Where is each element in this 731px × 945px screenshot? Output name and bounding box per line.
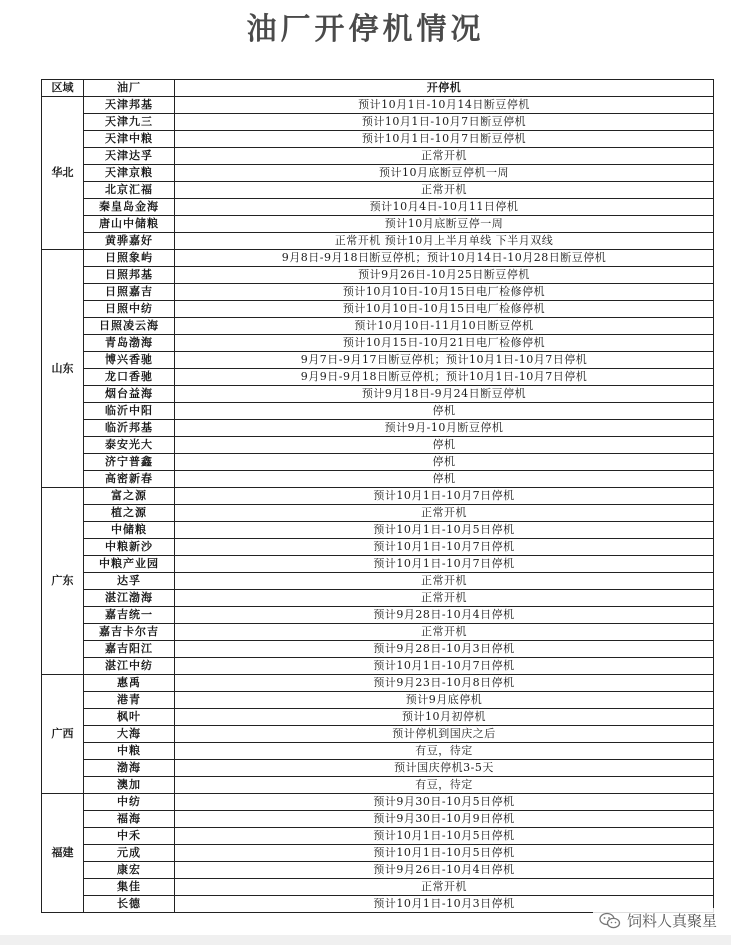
table-row — [42, 522, 714, 539]
table-row — [42, 386, 714, 403]
plant-cell: 青岛渤海 — [84, 335, 175, 352]
table-row — [42, 658, 714, 675]
plant-cell: 日照中纺 — [84, 301, 175, 318]
plant-cell: 北京汇福 — [84, 182, 175, 199]
plant-status-table — [41, 79, 714, 913]
plant-cell: 植之源 — [84, 505, 175, 522]
status-cell: 预计10月1日-10月7日停机 — [175, 539, 714, 556]
table-row — [42, 199, 714, 216]
watermark-text: 饲料人真聚星 — [626, 912, 717, 930]
status-cell: 预计10月1日-10月14日断豆停机 — [175, 97, 714, 114]
plant-cell: 日照嘉吉 — [84, 284, 175, 301]
status-cell: 停机 — [175, 437, 714, 454]
plant-cell: 元成 — [84, 845, 175, 862]
table-row — [42, 182, 714, 199]
table-row — [42, 335, 714, 352]
header-region: 区域 — [42, 80, 84, 97]
plant-cell: 中粮新沙 — [84, 539, 175, 556]
status-cell: 预计10月1日-10月3日停机 — [175, 896, 714, 913]
status-cell: 预计9月30日-10月9日停机 — [175, 811, 714, 828]
status-cell: 预计10月10日-11月10日断豆停机 — [175, 318, 714, 335]
table-row — [42, 352, 714, 369]
plant-cell: 临沂中阳 — [84, 403, 175, 420]
plant-cell: 临沂邦基 — [84, 420, 175, 437]
status-cell: 预计10月1日-10月7日停机 — [175, 658, 714, 675]
plant-cell: 富之源 — [84, 488, 175, 505]
table-row — [42, 760, 714, 777]
plant-cell: 济宁普鑫 — [84, 454, 175, 471]
plant-cell: 中粮产业园 — [84, 556, 175, 573]
status-cell: 预计停机到国庆之后 — [175, 726, 714, 743]
plant-cell: 嘉吉统一 — [84, 607, 175, 624]
plant-cell: 博兴香驰 — [84, 352, 175, 369]
table-row — [42, 879, 714, 896]
plant-cell: 长德 — [84, 896, 175, 913]
plant-cell: 嘉吉阳江 — [84, 641, 175, 658]
header-status: 开停机 — [175, 80, 714, 97]
plant-cell: 烟台益海 — [84, 386, 175, 403]
header-plant: 油厂 — [84, 80, 175, 97]
table-row — [42, 437, 714, 454]
table-row — [42, 233, 714, 250]
status-cell: 预计10月10日-10月15日电厂检修停机 — [175, 284, 714, 301]
status-cell: 预计9月26日-10月4日停机 — [175, 862, 714, 879]
status-cell: 预计10月1日-10月5日停机 — [175, 845, 714, 862]
status-cell: 预计国庆停机3-5天 — [175, 760, 714, 777]
watermark — [593, 908, 723, 933]
status-cell: 预计10月底断豆停一周 — [175, 216, 714, 233]
status-cell: 预计9月30日-10月5日停机 — [175, 794, 714, 811]
table-row — [42, 267, 714, 284]
table-row — [42, 131, 714, 148]
table-header-row — [42, 80, 714, 97]
region-cell: 广东 — [42, 488, 84, 675]
plant-cell: 天津中粮 — [84, 131, 175, 148]
table-row — [42, 420, 714, 437]
table-row — [42, 114, 714, 131]
plant-cell: 龙口香驰 — [84, 369, 175, 386]
table-row — [42, 811, 714, 828]
plant-cell: 泰安光大 — [84, 437, 175, 454]
status-cell: 正常开机 — [175, 573, 714, 590]
plant-cell: 天津达孚 — [84, 148, 175, 165]
table-row — [42, 250, 714, 267]
table-row — [42, 505, 714, 522]
status-cell: 预计10月10日-10月15日电厂检修停机 — [175, 301, 714, 318]
table-row — [42, 777, 714, 794]
plant-cell: 中储粮 — [84, 522, 175, 539]
table-row — [42, 726, 714, 743]
table-row — [42, 709, 714, 726]
plant-cell: 福海 — [84, 811, 175, 828]
status-cell: 9月7日-9月17日断豆停机；预计10月1日-10月7日停机 — [175, 352, 714, 369]
table-row — [42, 403, 714, 420]
plant-cell: 中禾 — [84, 828, 175, 845]
plant-cell: 枫叶 — [84, 709, 175, 726]
status-cell: 正常开机 预计10月上半月单线 下半月双线 — [175, 233, 714, 250]
status-cell: 停机 — [175, 471, 714, 488]
table-row — [42, 539, 714, 556]
plant-cell: 港青 — [84, 692, 175, 709]
table-row — [42, 165, 714, 182]
table-row — [42, 794, 714, 811]
table-row — [42, 641, 714, 658]
bottom-bar — [0, 935, 731, 945]
table-row — [42, 675, 714, 692]
plant-cell: 大海 — [84, 726, 175, 743]
status-cell: 预计9月18日-9月24日断豆停机 — [175, 386, 714, 403]
plant-cell: 天津京粮 — [84, 165, 175, 182]
table-row — [42, 454, 714, 471]
status-cell: 预计9月28日-10月4日停机 — [175, 607, 714, 624]
table-row — [42, 148, 714, 165]
plant-cell: 日照邦基 — [84, 267, 175, 284]
plant-cell: 澳加 — [84, 777, 175, 794]
status-cell: 预计10月4日-10月11日停机 — [175, 199, 714, 216]
region-cell: 福建 — [42, 794, 84, 913]
plant-cell: 集佳 — [84, 879, 175, 896]
status-cell: 停机 — [175, 403, 714, 420]
status-cell: 预计9月底停机 — [175, 692, 714, 709]
status-cell: 正常开机 — [175, 182, 714, 199]
table-row — [42, 862, 714, 879]
plant-cell: 日照凌云海 — [84, 318, 175, 335]
status-cell: 预计9月-10月断豆停机 — [175, 420, 714, 437]
table-row — [42, 692, 714, 709]
plant-cell: 渤海 — [84, 760, 175, 777]
status-cell: 正常开机 — [175, 624, 714, 641]
status-cell: 预计9月23日-10月8日停机 — [175, 675, 714, 692]
table-row — [42, 216, 714, 233]
region-cell: 华北 — [42, 97, 84, 250]
status-cell: 正常开机 — [175, 148, 714, 165]
table-body — [42, 97, 714, 913]
status-cell: 预计10月底断豆停机一周 — [175, 165, 714, 182]
table-row — [42, 488, 714, 505]
status-cell: 预计9月26日-10月25日断豆停机 — [175, 267, 714, 284]
page-title: 油厂开停机情况 — [246, 12, 485, 47]
plant-cell: 秦皇岛金海 — [84, 199, 175, 216]
table-row — [42, 590, 714, 607]
plant-cell: 高密新春 — [84, 471, 175, 488]
status-cell: 预计10月1日-10月7日停机 — [175, 556, 714, 573]
plant-cell: 天津九三 — [84, 114, 175, 131]
region-cell: 广西 — [42, 675, 84, 794]
table-row — [42, 369, 714, 386]
table-row — [42, 318, 714, 335]
plant-cell: 日照象屿 — [84, 250, 175, 267]
plant-cell: 中粮 — [84, 743, 175, 760]
table-row — [42, 624, 714, 641]
status-cell: 正常开机 — [175, 590, 714, 607]
table-row — [42, 573, 714, 590]
plant-cell: 唐山中储粮 — [84, 216, 175, 233]
status-cell: 预计10月1日-10月7日断豆停机 — [175, 114, 714, 131]
plant-cell: 惠禹 — [84, 675, 175, 692]
plant-cell: 湛江中纺 — [84, 658, 175, 675]
status-cell: 预计10月1日-10月7日停机 — [175, 488, 714, 505]
table-row — [42, 607, 714, 624]
plant-cell: 中纺 — [84, 794, 175, 811]
table-row — [42, 97, 714, 114]
status-cell: 停机 — [175, 454, 714, 471]
status-cell: 预计10月1日-10月5日停机 — [175, 522, 714, 539]
plant-cell: 康宏 — [84, 862, 175, 879]
status-cell: 正常开机 — [175, 879, 714, 896]
table-row — [42, 828, 714, 845]
status-cell: 预计10月1日-10月7日断豆停机 — [175, 131, 714, 148]
status-cell: 9月8日-9月18日断豆停机；预计10月14日-10月28日断豆停机 — [175, 250, 714, 267]
plant-cell: 湛江渤海 — [84, 590, 175, 607]
plant-cell: 嘉吉卡尔吉 — [84, 624, 175, 641]
wechat-icon — [599, 912, 621, 930]
table-row — [42, 301, 714, 318]
status-cell: 预计10月初停机 — [175, 709, 714, 726]
table-row — [42, 284, 714, 301]
plant-cell: 达孚 — [84, 573, 175, 590]
table-row — [42, 556, 714, 573]
table-row — [42, 471, 714, 488]
status-cell: 预计10月1日-10月5日停机 — [175, 828, 714, 845]
table-row — [42, 743, 714, 760]
status-cell: 9月9日-9月18日断豆停机；预计10月1日-10月7日停机 — [175, 369, 714, 386]
status-cell: 预计9月28日-10月3日停机 — [175, 641, 714, 658]
region-cell: 山东 — [42, 250, 84, 488]
status-cell: 正常开机 — [175, 505, 714, 522]
status-cell: 有豆，待定 — [175, 743, 714, 760]
plant-cell: 天津邦基 — [84, 97, 175, 114]
table-row — [42, 845, 714, 862]
status-cell: 有豆，待定 — [175, 777, 714, 794]
plant-cell: 黄骅嘉好 — [84, 233, 175, 250]
status-cell: 预计10月15日-10月21日电厂检修停机 — [175, 335, 714, 352]
